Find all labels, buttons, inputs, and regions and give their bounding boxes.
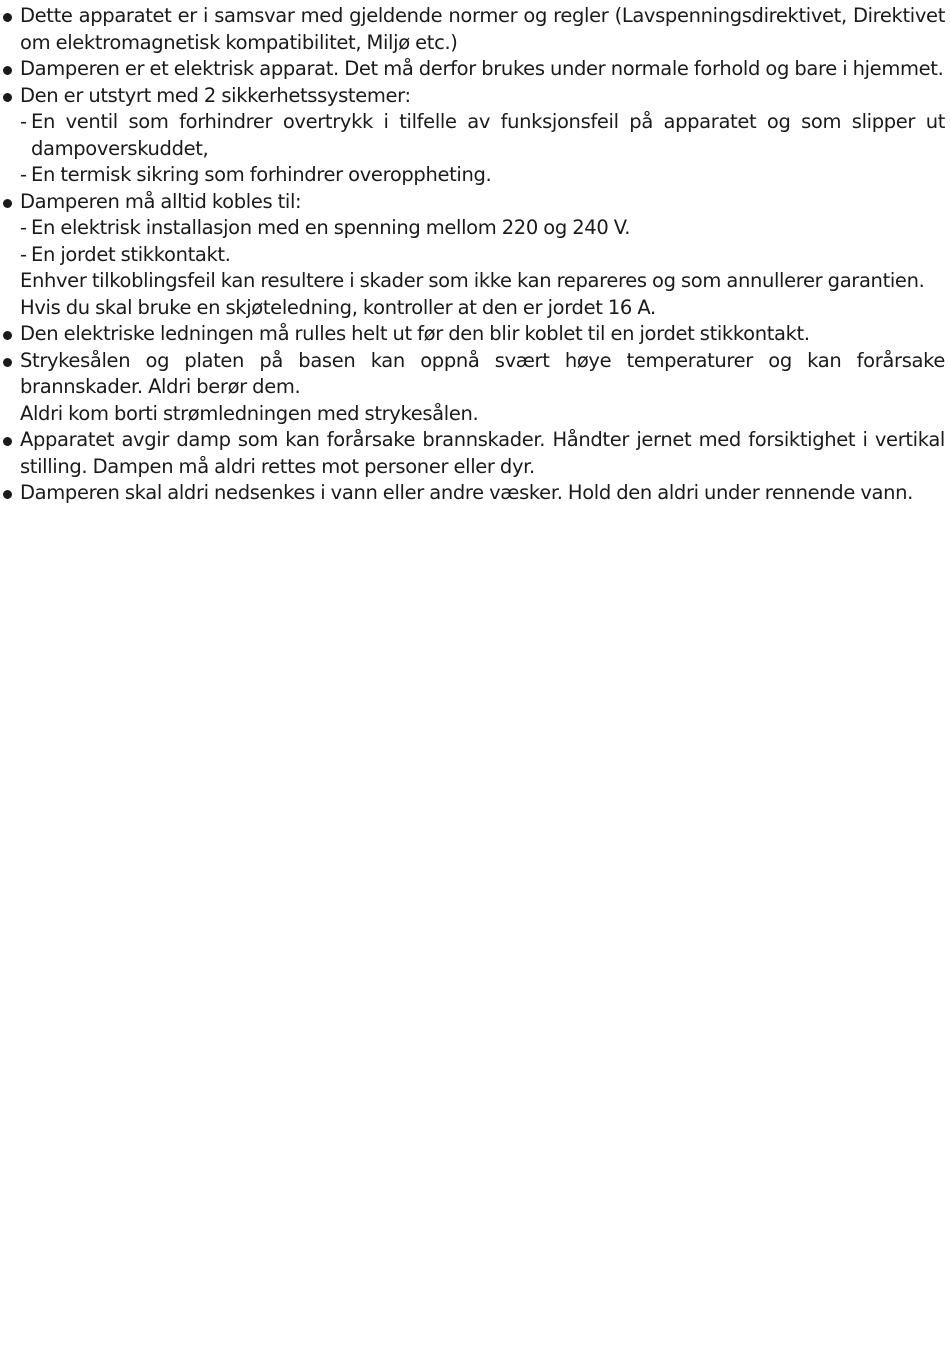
bullet-text: Strykesålen og platen på basen kan oppnå svært høye temperaturer og kan forårsake brannskader. Aldri berør dem.: [20, 348, 945, 398]
sub-item-voltage: [0, 215, 945, 242]
bullet-icon: [3, 13, 12, 22]
bullet-text: Den er utstyrt med 2 sikkerhetssystemer:: [20, 83, 411, 107]
safety-instructions: [0, 3, 945, 507]
bullet-item-steam-burns: [0, 427, 945, 480]
note-extension-cord: Hvis du skal bruke en skjøteledning, kontroller at den er jordet 16 A.: [20, 295, 656, 319]
bullet-icon: [3, 331, 12, 340]
note-connection-error: Enhver tilkoblingsfeil kan resultere i skader som ikke kan repareres og som annullerer garantien.: [20, 269, 925, 292]
bullet-item-hot-soleplate: [0, 348, 945, 401]
bullet-item-connection: [0, 189, 945, 216]
sub-item-text: En jordet stikkontakt.: [31, 242, 231, 266]
bullet-icon: [3, 93, 12, 102]
bullet-item-cord-unroll: [0, 321, 945, 348]
note-cord-soleplate: Aldri kom borti strømledningen med strykesålen.: [20, 401, 479, 425]
sub-item-valve: [0, 109, 945, 162]
bullet-icon: [3, 437, 12, 446]
bullet-text: Apparatet avgir damp som kan forårsake brannskader. Håndter jernet med forsiktighet i vertikal stilling. Dampen må aldri rettes mot personer eller dyr.: [20, 428, 945, 478]
bullet-item-safety-systems: [0, 83, 945, 110]
sub-item-text: En termisk sikring som forhindrer overoppheting.: [31, 163, 492, 186]
sub-item-text: En ventil som forhindrer overtrykk i tilfelle av funksjonsfeil på apparatet og som slipper ut dampoverskuddet,: [31, 110, 945, 160]
bullet-text: Damperen er et elektrisk apparat. Det må derfor brukes under normale forhold og bare i hjemmet.: [20, 57, 944, 80]
bullet-icon: [3, 66, 12, 75]
bullet-item-no-immersion: [0, 480, 945, 507]
bullet-text: Damperen må alltid kobles til:: [20, 189, 302, 213]
sub-item-text: En elektrisk installasjon med en spenning mellom 220 og 240 V.: [31, 216, 631, 239]
bullet-item-electrical-appliance: [0, 56, 945, 83]
bullet-icon: [3, 358, 12, 367]
bullet-item-conformity: [0, 3, 945, 56]
dash-marker: -: [20, 163, 27, 186]
dash-marker: -: [20, 216, 27, 239]
bullet-text: Dette apparatet er i samsvar med gjeldende normer og regler (Lavspenningsdirektivet, Direktivet om elektromagnetisk kompatibilitet, Miljø etc.): [20, 4, 945, 54]
dash-marker: -: [20, 242, 27, 266]
sub-item-thermal-fuse: [0, 162, 945, 189]
bullet-text: Den elektriske ledningen må rulles helt ut før den blir koblet til en jordet stikkontakt.: [20, 322, 810, 345]
sub-item-grounded-outlet: [0, 242, 945, 269]
bullet-text: Damperen skal aldri nedsenkes i vann eller andre væsker. Hold den aldri under rennende vann.: [20, 481, 913, 504]
bullet-icon: [3, 199, 12, 208]
bullet-icon: [3, 490, 12, 499]
dash-marker: -: [20, 110, 27, 133]
